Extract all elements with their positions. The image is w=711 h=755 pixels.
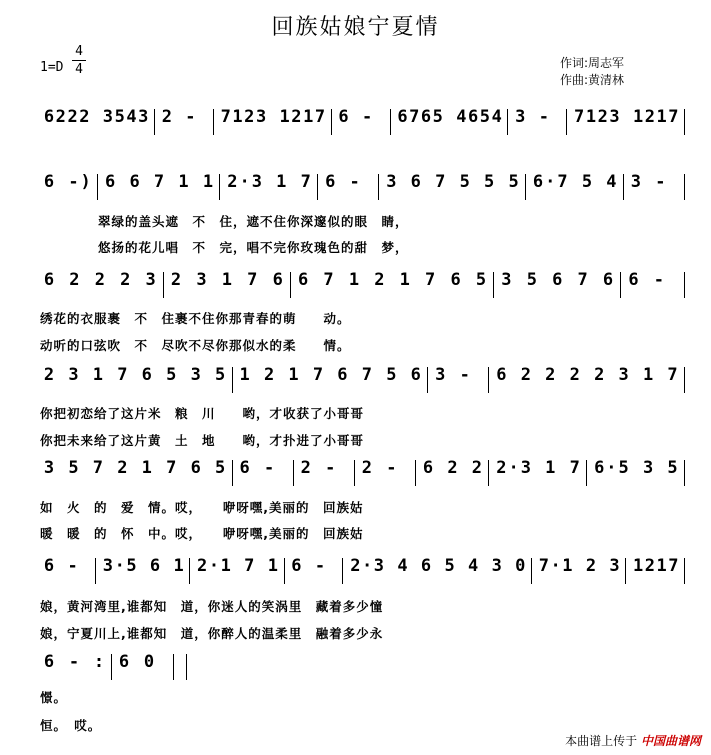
note: 5	[475, 270, 487, 290]
note: 5	[166, 365, 177, 385]
lyric-line: 暖 暖 的 怀 中。哎， 咿呀嘿,美丽的 回族姑	[40, 526, 364, 541]
lyricist-credit: 作词:周志军	[560, 56, 625, 70]
note: 1	[303, 107, 314, 127]
note: 1	[632, 107, 644, 127]
barline	[284, 558, 285, 584]
lyric-line: 你把未来给了这片黄 土 地 哟，才扑进了小哥哥	[40, 433, 365, 448]
note: 1	[585, 107, 597, 127]
staff-row	[0, 458, 711, 498]
note: 2	[447, 458, 458, 478]
note: 5	[581, 172, 593, 192]
note: 2	[69, 270, 80, 290]
note: 5	[618, 458, 629, 478]
note: 7	[220, 107, 231, 127]
note: 3	[251, 172, 262, 192]
note: 3	[145, 270, 156, 290]
note: 2	[569, 365, 580, 385]
note: 1	[221, 270, 232, 290]
note: 7	[667, 365, 678, 385]
note: 6	[552, 270, 563, 290]
note: 6	[43, 172, 55, 192]
note: 3	[255, 107, 267, 127]
note: 3	[43, 458, 55, 478]
note: 3	[630, 172, 641, 192]
note: 2	[227, 172, 238, 192]
meter-top: 4	[75, 44, 83, 59]
note: 1	[545, 458, 556, 478]
note: -	[68, 652, 80, 672]
note: 5	[484, 172, 495, 192]
note: 1	[202, 172, 214, 192]
lyric-line: 翠绿的盖头遮 不 住，遮不住你深邃似的眼 睛，	[98, 214, 409, 229]
staff-row	[0, 652, 711, 692]
barline	[390, 109, 391, 135]
note: 7	[314, 107, 326, 127]
note: 7	[425, 270, 436, 290]
note: 3	[609, 556, 620, 576]
note: 6	[602, 270, 614, 290]
note: 2	[585, 556, 597, 576]
note: 6	[594, 458, 605, 478]
barline	[173, 654, 174, 680]
note: -	[185, 107, 196, 127]
note: 6	[410, 172, 421, 192]
note: -	[653, 270, 664, 290]
note: 6	[532, 172, 544, 192]
note: 2	[350, 556, 361, 576]
note: 2	[361, 458, 372, 478]
barline	[186, 654, 187, 680]
note: 1	[399, 270, 410, 290]
note: 6	[43, 652, 55, 672]
note: 6	[239, 458, 250, 478]
note: 5	[444, 556, 455, 576]
note: 7	[166, 458, 177, 478]
note: 1	[642, 365, 654, 385]
note: 2	[161, 107, 172, 127]
barline	[684, 558, 685, 584]
lyric-line: 悠扬的花儿唱 不 完，唱不完你玫瑰色的甜 梦，	[98, 240, 409, 255]
note: ·	[550, 556, 561, 576]
lyric-line: 娘，黄河湾里,谁都知 道，你迷人的笑涡里 藏着多少憧	[40, 599, 384, 614]
note: 2	[496, 458, 507, 478]
note: 6	[468, 107, 479, 127]
note: 5	[114, 107, 125, 127]
note: 7	[557, 172, 568, 192]
note: 2	[374, 270, 385, 290]
note: 5	[479, 107, 491, 127]
barline	[232, 367, 233, 393]
barline	[684, 367, 685, 393]
note: ·	[606, 458, 617, 478]
barline	[111, 654, 112, 680]
note: 1	[562, 556, 573, 576]
note: 3	[435, 365, 446, 385]
barline	[586, 460, 587, 486]
note: 3	[501, 270, 512, 290]
barline	[620, 272, 621, 298]
staff-row	[0, 270, 711, 310]
note: 5	[386, 365, 397, 385]
lyric-line: 恒。 哎。	[40, 718, 102, 733]
barline	[488, 367, 489, 393]
note: 6	[420, 556, 432, 576]
note: 7	[117, 365, 128, 385]
note: 2	[644, 556, 655, 576]
note: 4	[606, 172, 617, 192]
note: 1	[141, 458, 152, 478]
note: 2	[120, 270, 131, 290]
note: 3	[609, 107, 620, 127]
note: 7	[323, 270, 334, 290]
footer-brand: 中国曲谱网	[640, 734, 701, 748]
note: 6	[149, 556, 161, 576]
barline	[684, 174, 685, 200]
note: 2	[79, 107, 90, 127]
barline	[525, 174, 526, 200]
barline	[531, 558, 532, 584]
barline	[290, 272, 291, 298]
note: 6	[325, 172, 336, 192]
note: 6	[105, 172, 116, 192]
note: 5	[68, 458, 79, 478]
note: 5	[459, 172, 470, 192]
note: 1	[632, 556, 644, 576]
key-signature: 1=D	[40, 60, 64, 75]
note: 6	[297, 270, 309, 290]
note: 1	[220, 556, 231, 576]
note: 1	[232, 107, 243, 127]
lyric-line: 如 火 的 爱 情。哎， 咿呀嘿,美丽的 回族姑	[40, 500, 364, 515]
note: 3	[138, 107, 149, 127]
note: ·	[114, 556, 125, 576]
note: :	[93, 652, 105, 672]
note: 7	[538, 556, 549, 576]
note: 7	[668, 556, 679, 576]
note: 7	[668, 107, 679, 127]
note: -	[459, 365, 470, 385]
note: 2	[597, 107, 608, 127]
note: 3	[491, 556, 502, 576]
barline	[95, 558, 96, 584]
note: 2	[197, 556, 208, 576]
lyric-line: 绣花的衣服裹 不 住裹不住你那青春的萌 动。	[40, 311, 351, 326]
note: 2	[520, 365, 531, 385]
note: 7	[569, 458, 580, 478]
note: 3	[68, 365, 79, 385]
note: 2	[545, 365, 556, 385]
note: 7	[361, 365, 372, 385]
note: 1	[279, 107, 290, 127]
note: 7	[574, 107, 585, 127]
note: 5	[432, 107, 443, 127]
note: 6	[422, 458, 434, 478]
note: 7	[312, 365, 324, 385]
note: 2	[594, 365, 605, 385]
note: 6	[420, 107, 432, 127]
barline	[97, 174, 98, 200]
note: 1	[656, 107, 667, 127]
note: -	[263, 458, 275, 478]
note: 5	[215, 365, 226, 385]
barline	[684, 109, 685, 135]
barline	[331, 109, 332, 135]
note: 3	[642, 458, 654, 478]
note: -	[67, 556, 78, 576]
note: 2	[644, 107, 655, 127]
note: 1	[173, 556, 184, 576]
note: 3	[520, 458, 531, 478]
note: ·	[208, 556, 220, 576]
note: 1	[348, 270, 360, 290]
barline	[623, 174, 624, 200]
note: -	[349, 172, 360, 192]
note: 3	[102, 107, 114, 127]
barline	[163, 272, 164, 298]
barline	[684, 460, 685, 486]
lyric-line: 娘，宁夏川上,谁都知 道，你醉人的温柔里 融着多少永	[40, 626, 384, 641]
note: 6	[338, 107, 349, 127]
note: ·	[239, 172, 250, 192]
note: 0	[143, 652, 155, 672]
note: ·	[361, 556, 373, 576]
note: 7	[435, 172, 446, 192]
note: 1	[267, 556, 278, 576]
note: 6	[337, 365, 348, 385]
note: 6	[43, 107, 55, 127]
barline	[293, 460, 294, 486]
barline	[342, 558, 343, 584]
staff-row	[0, 172, 711, 212]
note: 6	[190, 458, 201, 478]
song-title: 回族姑娘宁夏情	[271, 15, 440, 40]
staff-row	[0, 556, 711, 596]
note: 2	[117, 458, 128, 478]
note: 6	[118, 652, 130, 672]
note: 6	[129, 172, 140, 192]
note: 7	[153, 172, 165, 192]
note: 5	[215, 458, 226, 478]
note: 5	[508, 172, 519, 192]
note: 7	[92, 458, 104, 478]
barline	[189, 558, 190, 584]
barline	[488, 460, 489, 486]
note: 6	[141, 365, 152, 385]
note: 0	[515, 556, 526, 576]
note: 6	[628, 270, 639, 290]
note: 5	[667, 458, 678, 478]
barline	[232, 460, 233, 486]
barline	[625, 558, 626, 584]
note: 3	[515, 107, 526, 127]
note: -	[314, 556, 326, 576]
note: 1	[178, 172, 189, 192]
barline	[219, 174, 220, 200]
barline	[354, 460, 355, 486]
note: 1	[92, 365, 104, 385]
note: 3	[190, 365, 201, 385]
note: 6	[43, 556, 55, 576]
note: -	[361, 107, 373, 127]
note: 6	[397, 107, 408, 127]
note: 7	[247, 270, 258, 290]
staff-row	[0, 365, 711, 405]
note: 3	[618, 365, 629, 385]
lyric-line: 憬。	[40, 690, 68, 705]
note: -	[386, 458, 397, 478]
note: 2	[55, 107, 66, 127]
note: 2	[67, 107, 78, 127]
note: )	[80, 172, 91, 192]
lyric-line: 你把初恋给了这片米 粮 川 哟，才收获了小哥哥	[40, 406, 365, 421]
note: 2	[43, 365, 55, 385]
note: 3	[373, 556, 385, 576]
note: 7	[244, 556, 255, 576]
note: ·	[545, 172, 556, 192]
meter-line	[72, 60, 86, 61]
note: 3	[102, 556, 114, 576]
note: -	[68, 172, 79, 192]
note: 2	[291, 107, 302, 127]
note: 2	[471, 458, 483, 478]
barline	[507, 109, 508, 135]
note: 7	[577, 270, 588, 290]
note: 7	[300, 172, 311, 192]
note: 2	[94, 270, 105, 290]
note: -	[325, 458, 336, 478]
note: 6	[272, 270, 283, 290]
note: 7	[409, 107, 420, 127]
barline	[684, 272, 685, 298]
note: 6	[43, 270, 55, 290]
lyric-line: 动听的口弦吹 不 尽吹不尽你那似水的柔 情。	[40, 338, 351, 353]
note: 2	[300, 458, 311, 478]
note: 2	[170, 270, 182, 290]
barline	[415, 460, 416, 486]
note: 4	[468, 556, 479, 576]
note: 4	[456, 107, 467, 127]
note: 2	[263, 365, 275, 385]
barline	[566, 109, 567, 135]
staff-row	[0, 107, 711, 147]
barline	[378, 174, 379, 200]
footer-prefix: 本曲谱上传于	[565, 734, 638, 748]
time-signature	[72, 44, 86, 77]
note: 1	[288, 365, 299, 385]
barline	[213, 109, 214, 135]
note: 1	[276, 172, 287, 192]
note: 2	[244, 107, 255, 127]
note: -	[538, 107, 549, 127]
note: 1	[239, 365, 250, 385]
note: -	[655, 172, 666, 192]
note: 6	[496, 365, 507, 385]
barline	[427, 367, 428, 393]
note: 5	[526, 270, 537, 290]
note: 4	[491, 107, 502, 127]
note: 6	[291, 556, 302, 576]
barline	[493, 272, 494, 298]
note: 3	[196, 270, 207, 290]
composer-credit: 作曲:黄清林	[560, 73, 625, 87]
note: 4	[397, 556, 408, 576]
note: 6	[410, 365, 421, 385]
note: ·	[508, 458, 519, 478]
note: 5	[126, 556, 137, 576]
note: 1	[656, 556, 667, 576]
footer-credit	[565, 732, 701, 749]
note: 6	[450, 270, 461, 290]
note: 3	[386, 172, 397, 192]
barline	[317, 174, 318, 200]
meter-bottom: 4	[75, 62, 83, 77]
barline	[154, 109, 155, 135]
note: 4	[126, 107, 137, 127]
